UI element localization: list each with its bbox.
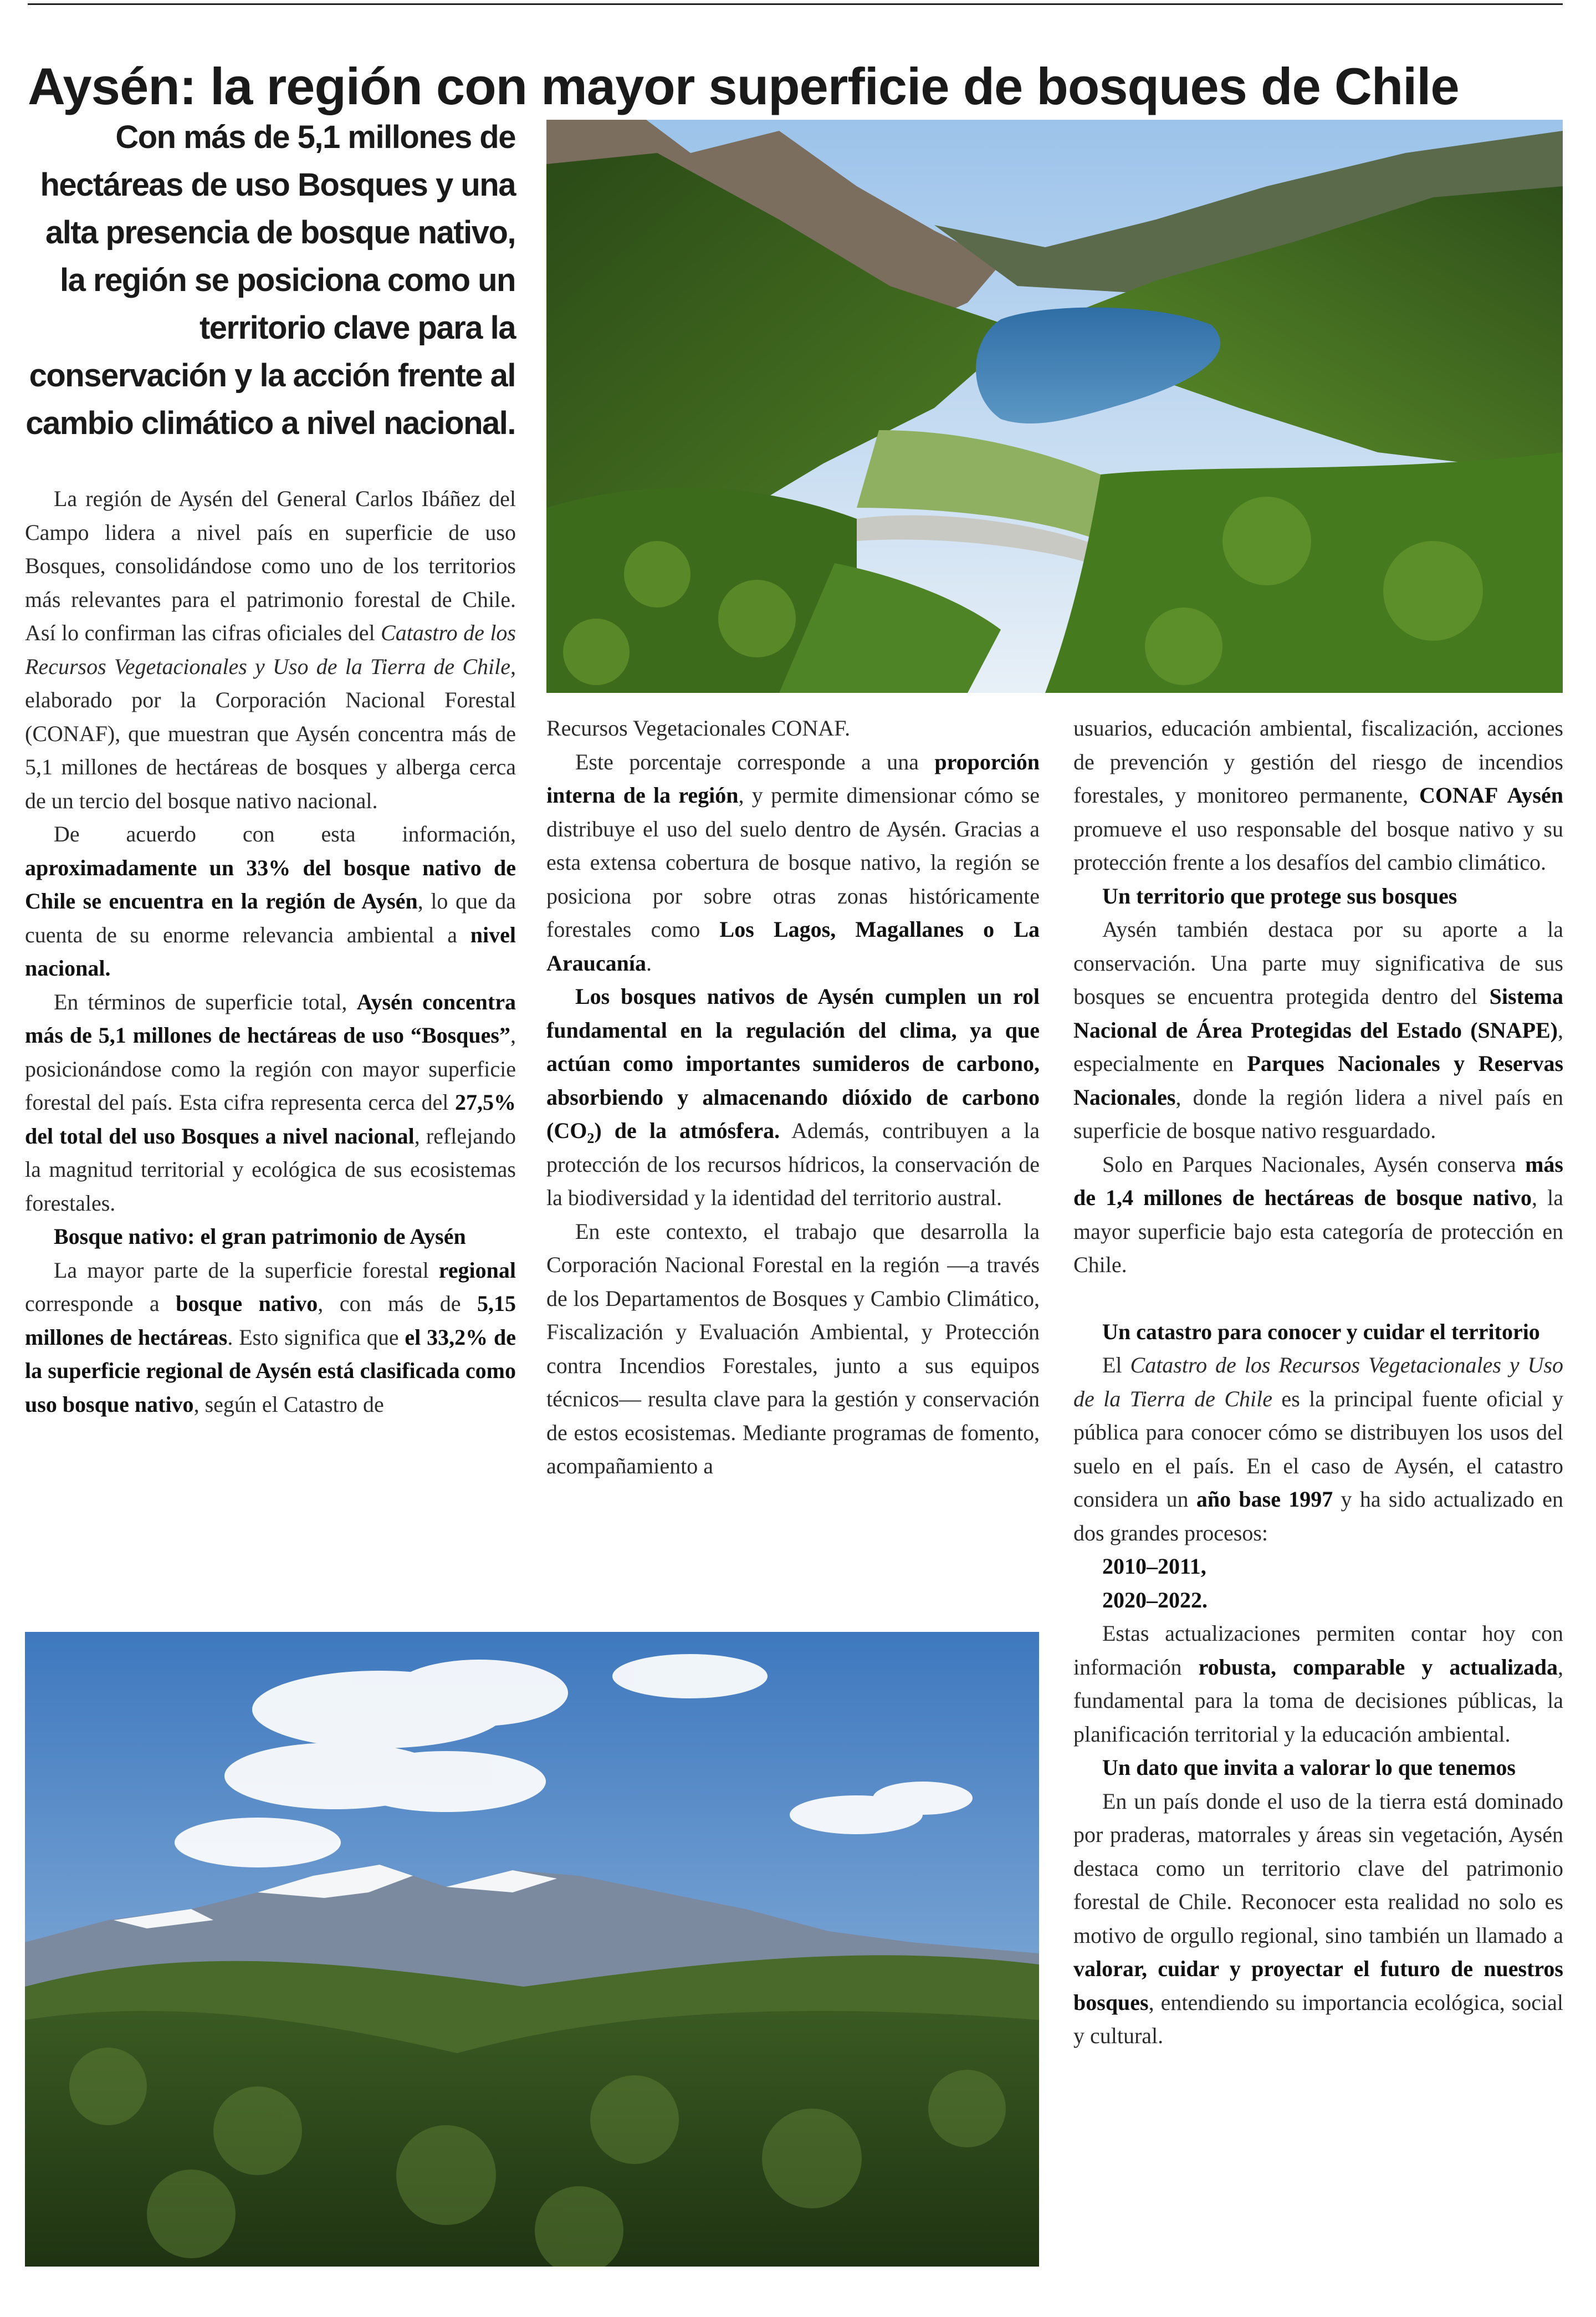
lake-valley-photo: [546, 120, 1563, 693]
paragraph: Solo en Parques Nacionales, Aysén conserva más de 1,4 millones de hectáreas de bosque nativo, la mayor superficie bajo esta categoría de protección en Chile.: [1073, 1151, 1564, 1277]
paragraph: Los bosques nativos de Aysén cumplen un rol fundamental en la regulación del clima, ya que actúan como importantes sumideros de carbono, absorbiendo y almacenando dióxido de carbono $(CO_2)$ de la atmósfera. Además, contribuyen a la protección de los recursos hídricos, la conservación de la biodiversidad y la identidad del territorio austral.: [546, 984, 1040, 1210]
column-3: [1073, 712, 1563, 2053]
section-heading: Bosque nativo: el gran patrimonio de Aysén: [54, 1224, 466, 1249]
year-item: 2020–2022.: [1102, 1587, 1208, 1612]
paragraph: En un país donde el uso de la tierra está dominado por praderas, matorrales y áreas sin vegetación, Aysén destaca como un territorio clave del patrimonio forestal de Chile. Reconocer esta realidad no solo es motivo de orgullo regional, sino también un llamado a valorar, cuidar y proyectar el futuro de nuestros bosques, entendiendo su importancia ecológica, social y cultural.: [1073, 1788, 1563, 2048]
page-title: Aysén: la región con mayor superficie de bosques de Chile: [28, 57, 1459, 115]
spacer: [1073, 1282, 1563, 1315]
section-heading: Un dato que invita a valorar lo que tenemos: [1102, 1755, 1516, 1780]
paragraph: De acuerdo con esta información, aproximadamente un 33% del bosque nativo de Chile se encuentra en la región de Aysén, lo que da cuenta de su enorme relevancia ambiental a nivel nacional.: [25, 821, 516, 981]
section-heading: Un territorio que protege sus bosques: [1102, 883, 1457, 909]
mountain-forest-photo: [25, 1632, 1039, 2267]
year-item: 2010–2011,: [1102, 1554, 1206, 1579]
column-1: [25, 482, 516, 1421]
paragraph: La región de Aysén del General Carlos Ibáñez del Campo lidera a nivel país en superficie de uso Bosques, consolidándose como uno de los territorios más relevantes para el patrimonio forestal de Chile. Así lo confirman las cifras oficiales del Catastro de los Recursos Vegetacionales y Uso de la Tierra de Chile, elaborado por la Corporación Nacional Forestal (CONAF), que muestran que Aysén concentra más de 5,1 millones de hectáreas de bosques y alberga cerca de un tercio del bosque nativo nacional.: [25, 486, 516, 813]
paragraph: En este contexto, el trabajo que desarrolla la Corporación Nacional Forestal en la región —a través de los Departamentos de Bosques y Cambio Climático, Fiscalización y Evaluación Ambiental, y Protección contra Incendios Forestales, junto a sus equipos técnicos— resulta clave para la gestión y conservación de estos ecosistemas. Mediante programas de fomento, acompañamiento a: [546, 1218, 1040, 1478]
top-rule: [28, 3, 1563, 5]
paragraph: El Catastro de los Recursos Vegetacionales y Uso de la Tierra de Chile es la principal fuente oficial y pública para conocer cómo se distribuyen los usos del suelo en el país. En el caso de Aysén, el catastro considera un año base 1997 y ha sido actualizado en dos grandes procesos:: [1073, 1353, 1564, 1545]
lake-valley-illustration: [546, 120, 1563, 693]
paragraph: Este porcentaje corresponde a una proporción interna de la región, y permite dimensionar cómo se distribuye el uso del suelo dentro de Aysén. Gracias a esta extensa cobertura de bosque nativo, la región se posiciona por sobre otras zonas históricamente forestales como Los Lagos, Magallanes o La Araucanía.: [546, 749, 1040, 976]
section-heading: Un catastro para conocer y cuidar el territorio: [1102, 1319, 1540, 1344]
paragraph: Estas actualizaciones permiten contar hoy con información robusta, comparable y actualizada, fundamental para la toma de decisiones públicas, la planificación territorial y la educación ambiental.: [1073, 1621, 1563, 1747]
mountain-forest-illustration: [25, 1632, 1039, 2267]
paragraph: Recursos Vegetacionales CONAF.: [546, 716, 851, 741]
lead-paragraph: Con más de 5,1 millones de hectáreas de uso Bosques y una alta presencia de bosque nativo, la región se posiciona como un territorio clave para la conservación y la acción frente al cambio climático a nivel nacional.: [25, 119, 515, 441]
paragraph: La mayor parte de la superficie forestal regional corresponde a bosque nativo, con más de 5,15 millones de hectáreas. Esto significa que el 33,2% de la superficie regional de Aysén está clasificada como uso bosque nativo, según el Catastro de: [25, 1257, 516, 1417]
paragraph: En términos de superficie total, Aysén concentra más de 5,1 millones de hectáreas de uso “Bosques”, posicionándose como la región con mayor superficie forestal del país. Esta cifra representa cerca del 27,5% del total del uso Bosques a nivel nacional, reflejando la magnitud territorial y ecológica de sus ecosistemas forestales.: [25, 989, 516, 1216]
column-2: [546, 712, 1040, 1483]
paragraph: Aysén también destaca por su aporte a la conservación. Una parte muy significativa de sus bosques se encuentra protegida dentro del Sistema Nacional de Área Protegidas del Estado (SNAPE), especialmente en Parques Nacionales y Reservas Nacionales, donde la región lidera a nivel país en superficie de bosque nativo resguardado.: [1073, 917, 1564, 1143]
paragraph: usuarios, educación ambiental, fiscalización, acciones de prevención y gestión del riesgo de incendios forestales, y monitoreo permanente, CONAF Aysén promueve el uso responsable del bosque nativo y su protección frente a los desafíos del cambio climático.: [1073, 716, 1563, 875]
